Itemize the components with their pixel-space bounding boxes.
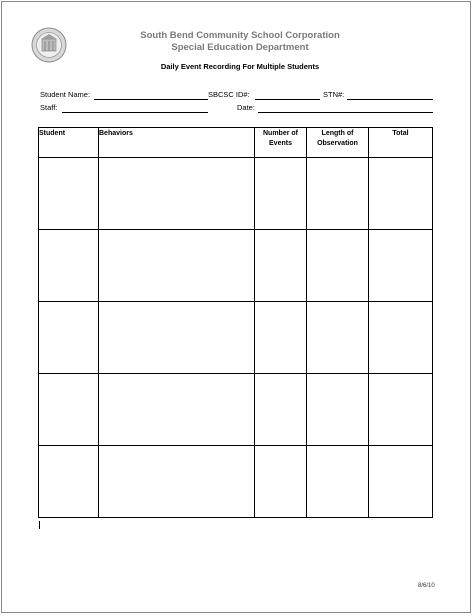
org-name-line-1: South Bend Community School Corporation [140, 30, 340, 41]
column-header-number-of-events: Number of Events [255, 128, 307, 158]
length-of-observation-cell[interactable] [307, 230, 369, 302]
total-cell[interactable] [369, 446, 433, 518]
form-title: Daily Event Recording For Multiple Students [160, 62, 320, 71]
number-of-events-cell[interactable] [255, 302, 307, 374]
total-cell[interactable] [369, 374, 433, 446]
total-cell[interactable] [369, 230, 433, 302]
behaviors-cell[interactable] [99, 230, 255, 302]
column-header-total: Total [369, 128, 433, 158]
stn-line[interactable] [347, 99, 433, 100]
number-of-events-cell[interactable] [255, 374, 307, 446]
student-cell[interactable] [39, 302, 99, 374]
staff-line[interactable] [62, 112, 208, 113]
length-of-observation-cell[interactable] [307, 446, 369, 518]
behaviors-cell[interactable] [99, 302, 255, 374]
table-row [39, 446, 433, 518]
total-cell[interactable] [369, 158, 433, 230]
sbcsc-id-line[interactable] [255, 99, 320, 100]
school-seal-logo [31, 27, 67, 63]
org-name-line-2: Special Education Department [171, 42, 309, 53]
table-row [39, 158, 433, 230]
column-header-student: Student [39, 128, 99, 158]
length-of-observation-cell[interactable] [307, 374, 369, 446]
organization-name [110, 30, 370, 54]
column-header-behaviors: Behaviors [99, 128, 255, 158]
stn-label: STN#: [323, 90, 345, 99]
table-header-row [39, 128, 433, 158]
table-row [39, 374, 433, 446]
footer-date: 8/6/10 [418, 583, 435, 589]
column-header-length-of-observation: Length of Observation [307, 128, 369, 158]
margin-mark [39, 521, 40, 529]
behaviors-cell[interactable] [99, 446, 255, 518]
behaviors-cell[interactable] [99, 374, 255, 446]
sbcsc-id-label: SBCSC ID#: [208, 90, 250, 99]
number-of-events-cell[interactable] [255, 158, 307, 230]
date-label: Date: [237, 103, 255, 112]
length-of-observation-cell[interactable] [307, 158, 369, 230]
number-of-events-cell[interactable] [255, 446, 307, 518]
staff-label: Staff: [40, 103, 58, 112]
student-cell[interactable] [39, 230, 99, 302]
event-recording-table [38, 127, 433, 518]
table-row [39, 302, 433, 374]
table-row [39, 230, 433, 302]
student-cell[interactable] [39, 158, 99, 230]
total-cell[interactable] [369, 302, 433, 374]
student-name-label: Student Name: [40, 90, 91, 99]
number-of-events-cell[interactable] [255, 230, 307, 302]
student-cell[interactable] [39, 446, 99, 518]
student-cell[interactable] [39, 374, 99, 446]
date-line[interactable] [258, 112, 433, 113]
length-of-observation-cell[interactable] [307, 302, 369, 374]
behaviors-cell[interactable] [99, 158, 255, 230]
student-name-line[interactable] [94, 99, 208, 100]
